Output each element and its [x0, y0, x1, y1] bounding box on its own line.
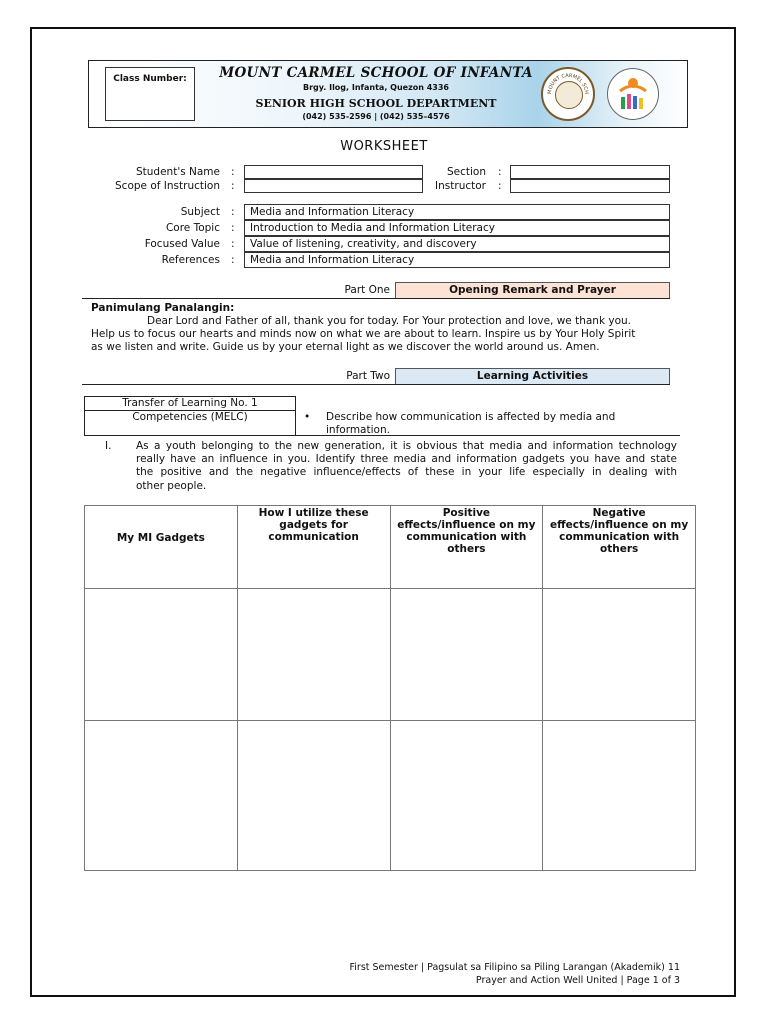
focused-value-label: Focused Value [144, 238, 220, 250]
divider [82, 298, 670, 299]
col-header-utilize: How I utilize these gadgets for communication [237, 506, 390, 589]
col-header-positive: Positive effects/influence on my communication with others [390, 506, 543, 589]
department-logo [607, 68, 659, 120]
table-row [85, 721, 696, 871]
svg-text:MOUNT CARMEL SCHOOL: MOUNT CARMEL SCH [546, 72, 590, 95]
scope-label: Scope of Instruction [115, 180, 220, 192]
prayer-line: as we listen and write. Guide us by your eternal light as we discover the world around us. Amen. [91, 341, 600, 353]
school-phone: (042) 535-2596 | (042) 535–4576 [302, 112, 450, 121]
prayer-heading: Panimulang Panalangin: [91, 302, 235, 314]
part-two-label: Part Two [346, 370, 390, 382]
colon: : [231, 166, 235, 178]
section-field[interactable] [510, 165, 670, 179]
colon: : [498, 180, 502, 192]
references-label: References [161, 254, 220, 266]
core-topic-value: Introduction to Media and Information Literacy [244, 220, 670, 236]
table-cell[interactable] [85, 721, 238, 871]
part-two-title: Learning Activities [395, 368, 670, 385]
colon: : [231, 222, 235, 234]
class-number-label: Class Number: [113, 74, 187, 84]
instruction-line: really have an influence in you. Identify three media and information gadgets you have and state [136, 453, 677, 465]
part-one-label: Part One [344, 284, 390, 296]
subject-value: Media and Information Literacy [244, 204, 670, 220]
competencies-label: Competencies (MELC) [132, 411, 248, 423]
student-name-label: Student's Name [135, 166, 220, 178]
transfer-label: Transfer of Learning No. 1 [122, 397, 258, 409]
section-label: Section [446, 166, 486, 178]
table-row [85, 589, 696, 721]
department-name: SENIOR HIGH SCHOOL DEPARTMENT [255, 97, 497, 110]
part-one-title: Opening Remark and Prayer [395, 282, 670, 299]
colon: : [231, 206, 235, 218]
school-address: Brgy. Ilog, Infanta, Quezon 4336 [303, 83, 449, 92]
col-header-gadgets: My MI Gadgets [85, 506, 238, 589]
table-cell[interactable] [543, 721, 696, 871]
footer-page: Prayer and Action Well United | Page 1 of 3 [475, 975, 680, 986]
instruction-line: other people. [136, 480, 207, 492]
subject-label: Subject [180, 206, 220, 218]
school-header-banner [88, 60, 688, 128]
table-cell[interactable] [390, 721, 543, 871]
instruction-number: I. [105, 440, 112, 452]
instruction-line: As a youth belonging to the new generation, it is obvious that media and information technology [136, 440, 677, 452]
table-cell[interactable] [237, 721, 390, 871]
col-header-negative: Negative effects/influence on my communication with others [543, 506, 696, 589]
worksheet-title: WORKSHEET [340, 139, 428, 154]
colon: : [231, 254, 235, 266]
scope-field[interactable] [244, 179, 423, 193]
prayer-line: Dear Lord and Father of all, thank you for today. For Your protection and love, we thank you. [147, 315, 632, 327]
table-cell[interactable] [543, 589, 696, 721]
table-header-row [85, 506, 696, 589]
student-name-field[interactable] [244, 165, 423, 179]
focused-value-value: Value of listening, creativity, and discovery [244, 236, 670, 252]
prayer-line: Help us to focus our hearts and minds now on what we are about to learn. Inspire us by Your Holy Spirit [91, 328, 636, 340]
instructor-label: Instructor [435, 180, 486, 192]
gadgets-table [84, 505, 696, 871]
school-seal-logo [541, 67, 595, 121]
school-name: MOUNT CARMEL SCHOOL OF INFANTA [219, 65, 533, 81]
class-number-box [105, 67, 195, 121]
instruction-line: the positive and the negative influence/effects of these in your life especially in dealing with [136, 466, 677, 478]
colon: : [231, 238, 235, 250]
colon: : [498, 166, 502, 178]
divider [82, 384, 670, 385]
instructor-field[interactable] [510, 179, 670, 193]
footer-course: First Semester | Pagsulat sa Filipino sa Piling Larangan (Akademik) 11 [349, 962, 680, 973]
table-cell[interactable] [85, 589, 238, 721]
bullet: • [304, 411, 311, 423]
table-cell[interactable] [237, 589, 390, 721]
colon: : [231, 180, 235, 192]
competency-text: Describe how communication is affected by media and [326, 411, 616, 423]
core-topic-label: Core Topic [165, 222, 220, 234]
references-value: Media and Information Literacy [244, 252, 670, 268]
table-cell[interactable] [390, 589, 543, 721]
competency-text: information. [326, 424, 390, 436]
